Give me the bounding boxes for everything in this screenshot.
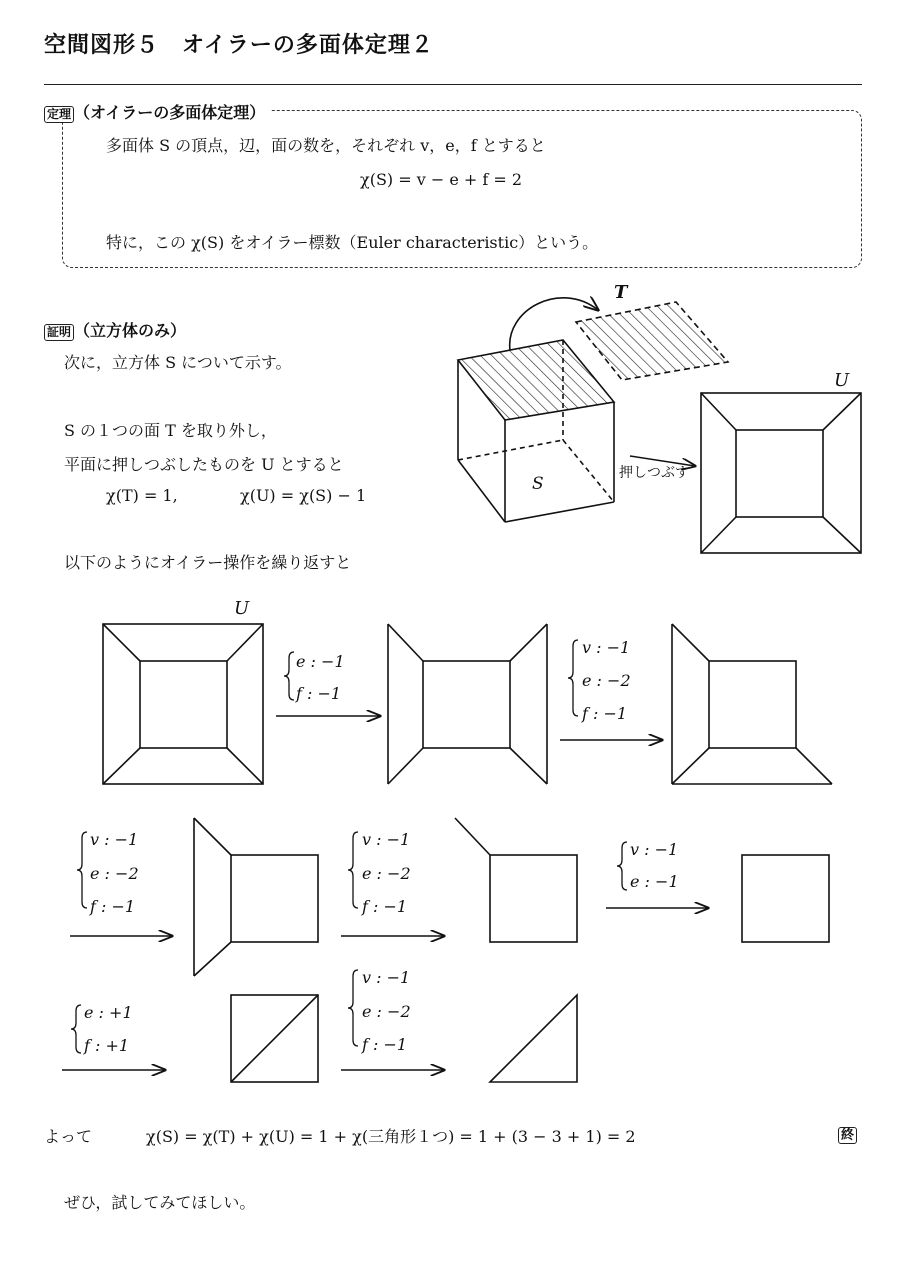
shape-step7-triangle <box>490 995 577 1082</box>
shape-step6 <box>231 995 318 1082</box>
braces <box>71 640 627 1053</box>
flattened-U-top <box>701 393 861 553</box>
proof-line4: 以下のようにオイラー操作を繰り返すと <box>64 553 352 572</box>
theorem-tag: 定理 <box>44 106 74 123</box>
theorem-formula: χ(S) = v − e + f = 2 <box>360 170 523 189</box>
theorem-line1: 多面体 S の頂点，辺，面の数を，それぞれ v，e，f とすると <box>106 136 546 155</box>
press-label: 押しつぶす <box>619 465 689 481</box>
shape-step2 <box>672 624 832 784</box>
closing-text: ぜひ，試してみてほしい。 <box>64 1193 256 1212</box>
theorem-line2: 特に，この χ(S) をオイラー標数（Euler characteristic）という。 <box>106 233 599 252</box>
step6-line: f : +1 <box>84 1036 130 1055</box>
step4-line: e : −2 <box>362 864 411 883</box>
label-S: S <box>532 474 544 494</box>
step2-line: v : −1 <box>582 638 631 657</box>
step3-line: v : −1 <box>90 830 139 849</box>
step7-line: e : −2 <box>362 1002 411 1021</box>
end-mark: 終 <box>838 1124 857 1144</box>
step1-line: e : −1 <box>296 652 345 671</box>
shape-step1 <box>388 624 547 784</box>
shape-step3 <box>194 818 318 976</box>
theorem-heading: （オイラーの多面体定理） <box>74 103 266 122</box>
cube-figure <box>458 340 614 522</box>
shape-step4 <box>455 818 577 942</box>
step4-line: v : −1 <box>362 830 411 849</box>
step6-line: e : +1 <box>84 1003 133 1022</box>
step5-line: v : −1 <box>630 840 679 859</box>
step7-line: v : −1 <box>362 968 411 987</box>
step2-line: e : −2 <box>582 671 631 690</box>
label-U-row1: U <box>234 598 250 619</box>
step3-line: f : −1 <box>90 897 136 916</box>
cube-top-face-T <box>458 340 614 420</box>
proof-eq1: χ(T) = 1, <box>106 486 178 505</box>
shape-step5-square <box>742 855 829 942</box>
conclusion-formula: χ(S) = χ(T) + χ(U) = 1 + χ(三角形１つ) = 1 + (3 − 3 + 1) = 2 <box>146 1127 636 1146</box>
label-U-top: U <box>834 370 850 391</box>
step2-line: f : −1 <box>582 704 628 723</box>
proof-tag: 証明 <box>44 324 74 341</box>
cube-hidden-edge <box>458 440 563 460</box>
removed-face-T <box>576 302 728 380</box>
proof-line3: 平面に押しつぶしたものを U とすると <box>64 455 344 474</box>
page-title: 空間図形５ オイラーの多面体定理２ <box>44 33 434 58</box>
proof-line1: 次に，立方体 S について示す。 <box>64 353 292 372</box>
step7-line: f : −1 <box>362 1035 408 1054</box>
proof-line2: S の１つの面 T を取り外し， <box>64 421 277 440</box>
cube-edge <box>458 460 505 522</box>
step4-line: f : −1 <box>362 897 408 916</box>
shape-U-row1 <box>103 624 263 784</box>
proof-eq2: χ(U) = χ(S) − 1 <box>240 486 367 505</box>
conclusion-lead: よって <box>44 1127 93 1146</box>
cube-edge <box>505 502 614 522</box>
step5-line: e : −1 <box>630 872 679 891</box>
proof-heading: （立方体のみ） <box>74 321 187 340</box>
step3-line: e : −2 <box>90 864 139 883</box>
step1-line: f : −1 <box>296 684 342 703</box>
label-T: T <box>614 282 628 303</box>
cube-hidden-edge <box>563 440 614 502</box>
